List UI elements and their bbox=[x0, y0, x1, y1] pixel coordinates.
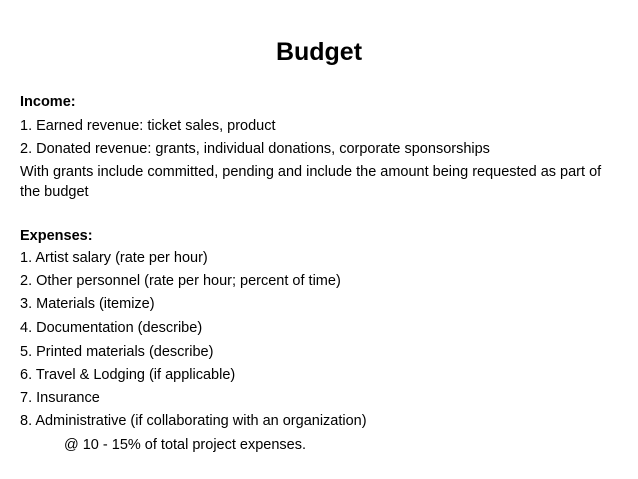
expense-item-7: 7. Insurance bbox=[20, 390, 100, 406]
expense-item-2: 2. Other personnel (rate per hour; percent of time) bbox=[20, 273, 341, 289]
expense-item-5: 5. Printed materials (describe) bbox=[20, 344, 214, 360]
grants-note: With grants include committed, pending and include the amount being requested as part of the budget bbox=[20, 164, 602, 200]
slide-title: Budget bbox=[275, 38, 363, 66]
expense-item-4: 4. Documentation (describe) bbox=[20, 320, 203, 336]
expense-item-6: 6. Travel & Lodging (if applicable) bbox=[20, 367, 236, 383]
expenses-heading: Expenses: bbox=[20, 228, 93, 244]
income-heading: Income: bbox=[20, 94, 76, 110]
expense-item-1: 1. Artist salary (rate per hour) bbox=[20, 250, 208, 266]
expense-item-3: 3. Materials (itemize) bbox=[20, 296, 155, 312]
income-item-2: 2. Donated revenue: grants, individual donations, corporate sponsorships bbox=[20, 141, 490, 157]
income-item-1: 1. Earned revenue: ticket sales, product bbox=[20, 118, 276, 134]
expense-item-8: 8. Administrative (if collaborating with an organization) bbox=[20, 413, 367, 429]
administrative-rate-note: @ 10 - 15% of total project expenses. bbox=[64, 437, 307, 453]
